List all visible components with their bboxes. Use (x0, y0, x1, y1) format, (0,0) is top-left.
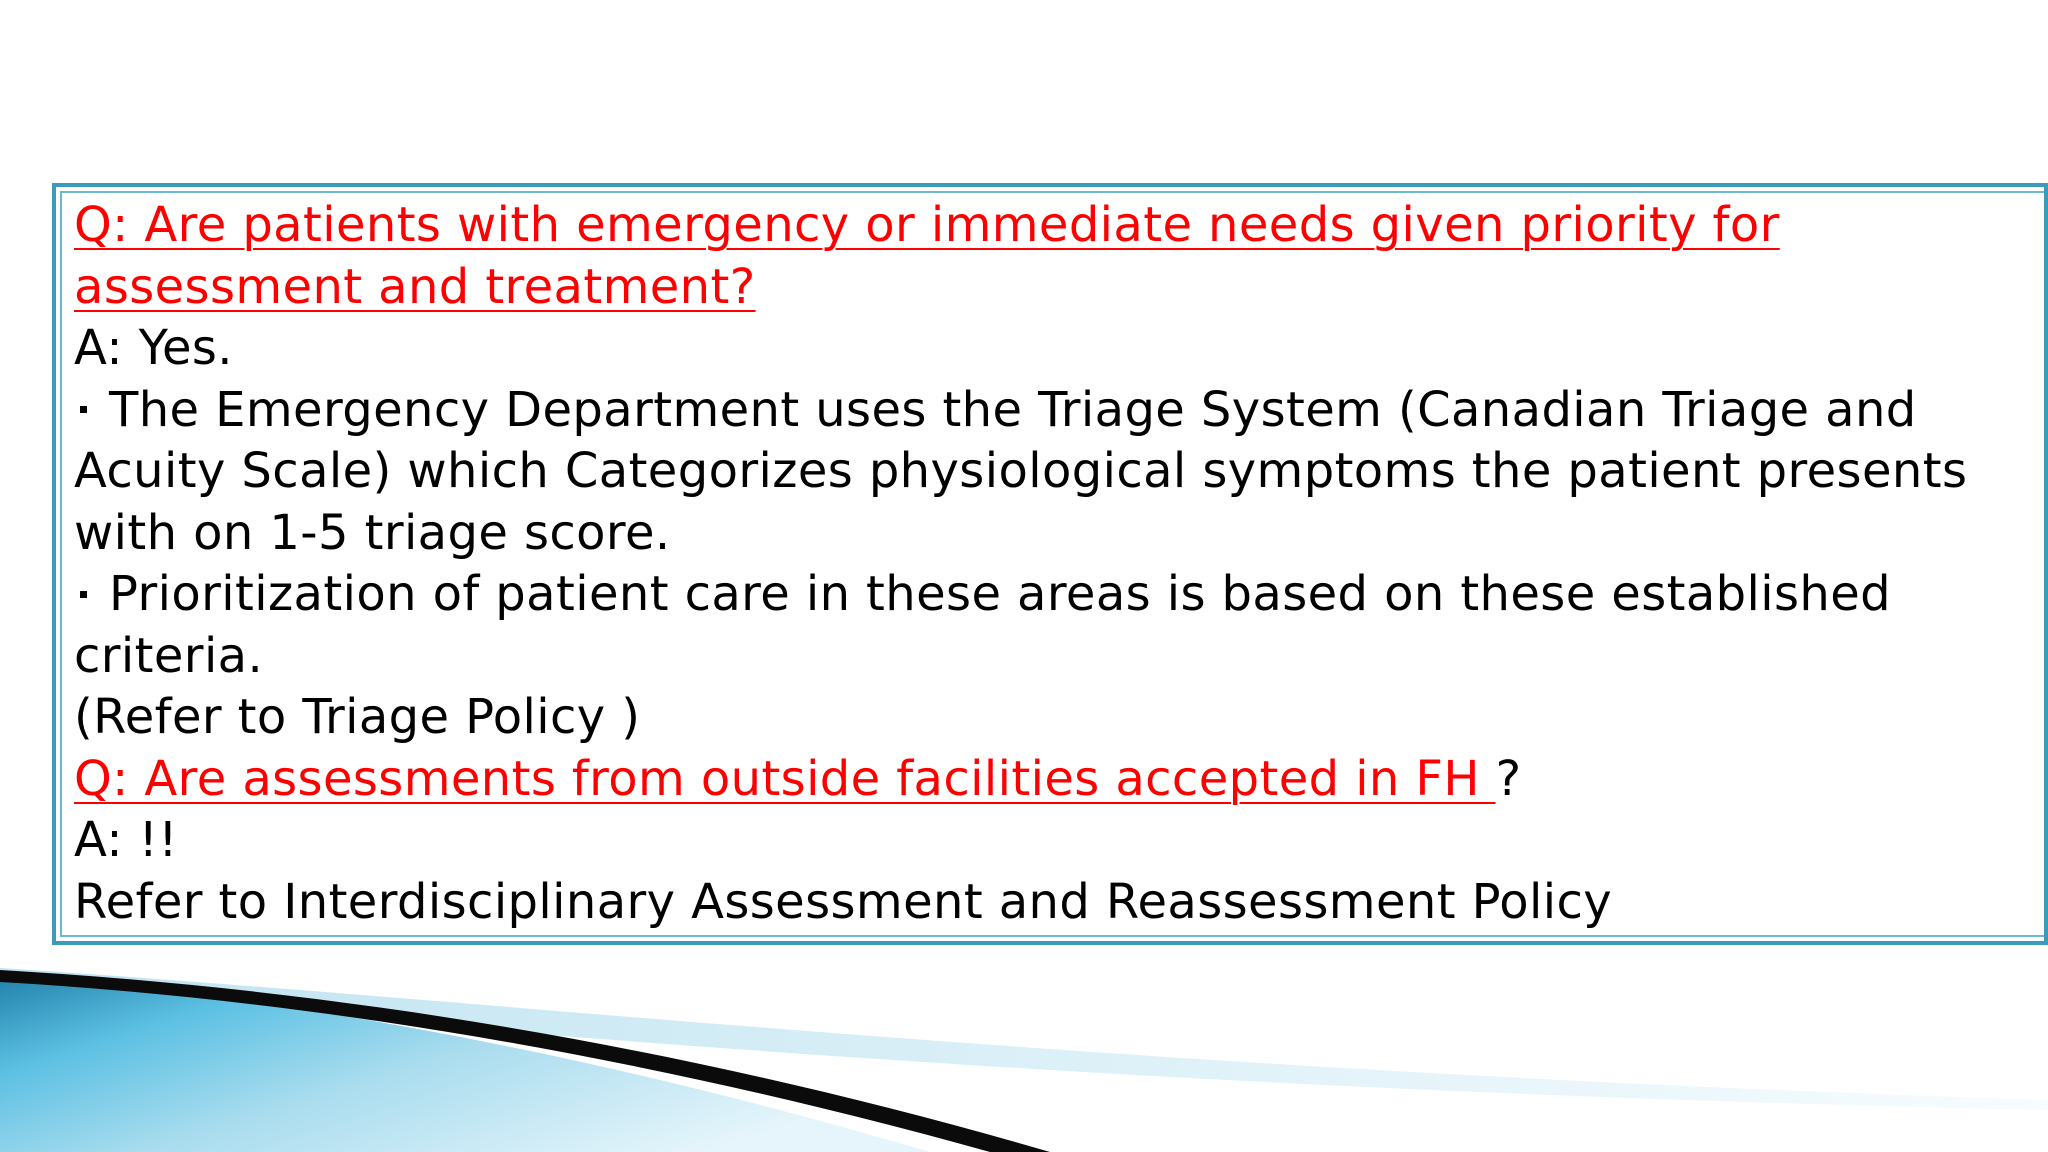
bullet-icon (80, 406, 87, 413)
bullet-1-line-1 (74, 380, 2024, 442)
bullet-2-line-1 (74, 564, 2024, 626)
bullet-1-line-3: with on 1-5 triage score. (74, 504, 671, 561)
triage-policy-reference: (Refer to Triage Policy ) (74, 689, 641, 745)
qa-text (74, 195, 2024, 933)
decorative-swoosh (0, 960, 2048, 1152)
swoosh-blue-band (0, 972, 930, 1152)
question-1-line-1: Q: Are patients with emergency or immediate needs given priority for (74, 197, 1780, 253)
bullet-1-text: The Emergency Department uses the Triage System (Canadian Triage and (109, 381, 1917, 438)
question-2-mark: ? (1495, 750, 1522, 807)
bullet-1-line-2: Acuity Scale) which Categorizes physiological symptoms the patient presents (74, 443, 1968, 499)
bullet-2-text: Prioritization of patient care in these areas is based on these established (109, 566, 1892, 622)
answer-1: A: Yes. (74, 320, 233, 376)
answer-2: A: !! (74, 812, 178, 868)
qa-box (52, 183, 2048, 945)
question-2: Q: Are assessments from outside facilities accepted in FH ? (74, 750, 1522, 807)
assessment-policy-reference: Refer to Interdisciplinary Assessment and Reassessment Policy (74, 873, 1613, 930)
bullet-icon (80, 591, 87, 598)
question-1-line-2: assessment and treatment? (74, 258, 756, 315)
bullet-2-line-2: criteria. (74, 627, 264, 684)
